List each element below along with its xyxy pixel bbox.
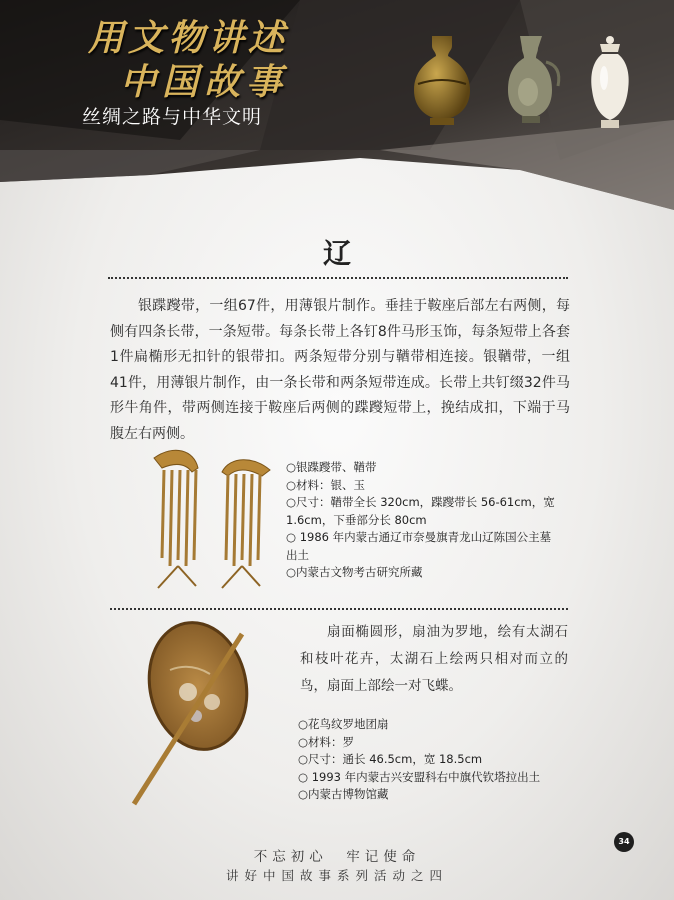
footer-motto: 不忘初心 牢记使命 [253,849,421,865]
header-title-line2: 中国故事 [120,61,289,103]
item1-info-line: ○材料：银、玉 [286,477,366,492]
section-heading: 辽 [322,237,351,270]
header-title-line1: 用文物讲述 [88,17,289,59]
header-subtitle: 丝绸之路与中华文明 [82,106,263,128]
item1-description: 银蹀躞带，一组67件，用薄银片制作。垂挂于鞍座后部左右两侧，每侧有四条长带，一条短带。每条长带上各钉8件马形玉饰，每条短带上各套1件扁椭形无扣针的银带扣。两条短带分别与鞧带相连接。银鞧带，一组41件，用薄银片制作，由一条长带和两条短带连成。长带上共钉缀32件马形牛角件，带两侧连接于鞍座后两侧的蹀躞短带上，挽结成扣，下端于马腹左右两侧。 [110,298,570,442]
item1-info-list [286,459,556,582]
heading-divider [108,277,568,279]
item1-info-line: ○尺寸：鞧带全长 320cm，蹀躞带长 56-61cm，宽 1.6cm，下垂部分长 80cm [286,495,555,527]
item2-info-line: ○ 1993 年内蒙古兴安盟科右中旗代钦塔拉出土 [298,769,541,784]
glass-ewer-image [506,32,566,124]
item2-info-line: ○花鸟纹罗地团扇 [298,717,389,731]
footer-series-title: 讲好中国故事系列活动之四 [225,868,448,883]
item2-info-line: ○尺寸：通长 46.5cm，宽 18.5cm [298,752,483,766]
page-number: 34 [614,832,634,852]
item2-info-line: ○材料：罗 [298,734,355,749]
item2-info-list [298,716,568,804]
header-banner [0,0,674,220]
item1-info-line: ○ 1986 年内蒙古通辽市奈曼旗青龙山辽陈国公主墓出土 [286,530,552,562]
bronze-jar-image [408,34,476,126]
item1-info-line: ○银蹀躞带、鞧带 [286,460,377,474]
item2-description: 扇面椭圆形，扇油为罗地，绘有太湖石和枝叶花卉，太湖石上绘两只相对而立的鸟，扇面上部绘一对飞蝶。 [300,624,568,694]
silk-fan-image [130,620,280,808]
item2-info-line: ○内蒙古博物馆藏 [298,787,389,801]
section-divider [110,608,568,610]
porcelain-jar-image [588,34,632,130]
item1-info-line: ○内蒙古文物考古研究所藏 [286,565,423,579]
silver-belt-image [148,448,276,593]
